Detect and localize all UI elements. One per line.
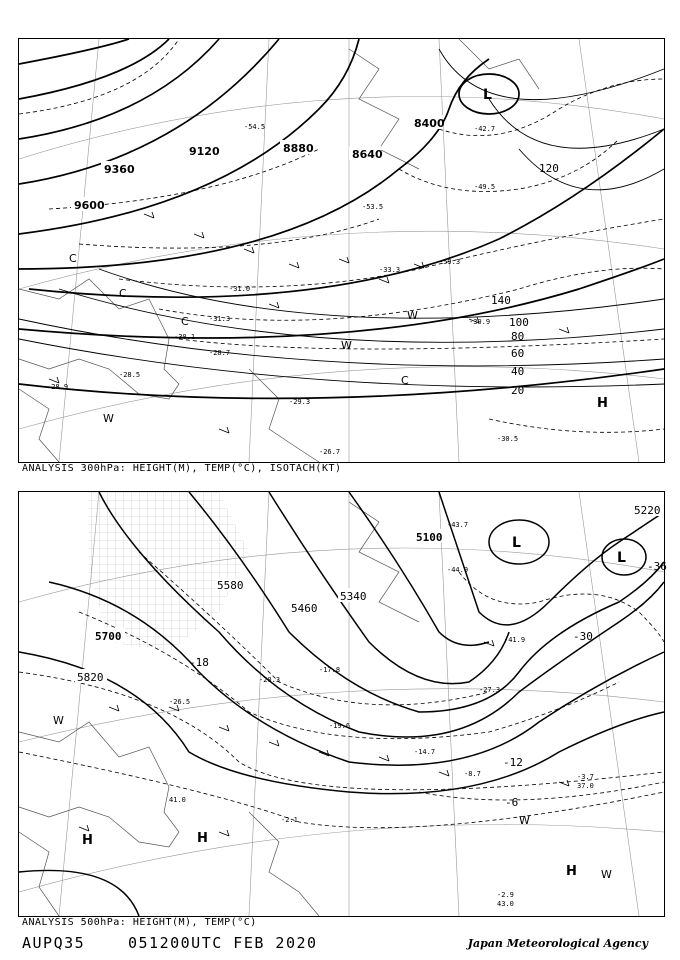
height-label: 9600 (74, 199, 105, 212)
height-label: 5700 (95, 630, 122, 643)
station-value: 37.0 (577, 782, 594, 790)
temp-label: -53.5 (362, 203, 384, 211)
temp-label: -29.3 (289, 398, 311, 406)
warm-marker: W (407, 309, 418, 322)
station-value: 43.0 (497, 900, 514, 908)
chart-code: AUPQ35 (22, 934, 86, 952)
station-value: -44.9 (447, 566, 469, 574)
temp-label: -42.7 (474, 125, 496, 133)
isotach-label: 140 (491, 294, 511, 307)
temp-label: -54.5 (244, 123, 266, 131)
station-value: -17.8 (319, 666, 341, 674)
isotherm-label: -12 (503, 756, 523, 769)
warm-marker: W (519, 814, 530, 827)
isotach-label: 20 (511, 384, 525, 397)
map-300hpa (19, 39, 664, 462)
station-value: -8.7 (464, 770, 481, 778)
station-value: -27.3 (479, 686, 501, 694)
isotach-label: 40 (511, 365, 525, 378)
height-label: 5460 (291, 602, 318, 615)
temp-label: -30.1 (174, 333, 196, 341)
station-value: -14.7 (414, 748, 436, 756)
temp-label: -28.7 (209, 349, 231, 357)
isotach-label: 100 (509, 316, 529, 329)
height-label: 5580 (217, 579, 244, 592)
height-label: 5340 (340, 590, 367, 603)
warm-marker: W (601, 868, 612, 881)
isotherm-label: -30 (573, 630, 593, 643)
low-marker: L (512, 535, 521, 551)
temp-label: -31.3 (209, 315, 231, 323)
low-marker: L (617, 550, 626, 566)
station-value: -20.3 (259, 676, 281, 684)
height-label: 9360 (104, 163, 135, 176)
high-marker: H (597, 396, 608, 411)
temp-label: -30.9 (469, 318, 491, 326)
cold-marker: C (181, 315, 189, 328)
caption-500hpa: ANALYSIS 500hPa: HEIGHT(M), TEMP(°C) (22, 917, 257, 928)
temp-label: -33.3 (379, 266, 401, 274)
temp-label: -26.7 (319, 448, 341, 456)
temp-label: -59.3 (439, 258, 461, 266)
height-label: 5100 (416, 531, 443, 544)
isotherm-label: -6 (505, 796, 519, 809)
temp-label: -28.9 (47, 383, 69, 391)
cold-marker: C (69, 252, 77, 265)
map-500hpa (19, 492, 667, 916)
high-marker: H (566, 864, 577, 879)
isotach-label: 80 (511, 330, 525, 343)
station-value: -19.6 (329, 722, 351, 730)
height-label: 8640 (352, 148, 383, 161)
station-value: -2.9 (497, 891, 514, 899)
cold-marker: C (401, 374, 409, 387)
isotach-label: 120 (539, 162, 559, 175)
low-marker: L (483, 87, 492, 103)
isotach-label: 60 (511, 347, 525, 360)
isotherm-lines (19, 39, 664, 432)
station-value: -2.1 (281, 816, 298, 824)
high-marker: H (82, 833, 93, 848)
warm-marker: W (103, 412, 114, 425)
system-symbols (69, 87, 608, 425)
station-value: -43.7 (447, 521, 469, 529)
chart-300hpa (18, 38, 665, 463)
height-label: 9120 (189, 145, 220, 158)
height-label: 5220 (634, 504, 661, 517)
isotherm-label: -36 (647, 560, 667, 573)
height-label: 8400 (414, 117, 445, 130)
isotherm-label: -18 (189, 656, 209, 669)
isotach-label-group (491, 162, 559, 397)
temp-label: -31.0 (229, 285, 251, 293)
high-marker: H (197, 831, 208, 846)
station-value: -3.7 (577, 773, 594, 781)
temp-label: -30.5 (497, 435, 519, 443)
chart-500hpa (18, 491, 665, 917)
cold-marker: C (119, 287, 127, 300)
height-label: 5820 (77, 671, 104, 684)
temp-label: -49.5 (474, 183, 496, 191)
station-value: -41.9 (504, 636, 526, 644)
agency-name: Japan Meteorological Agency (467, 937, 648, 950)
warm-marker: W (341, 339, 352, 352)
station-value: 41.0 (169, 796, 186, 804)
height-label: 8880 (283, 142, 314, 155)
temp-label: -28.5 (119, 371, 141, 379)
station-value: -26.5 (169, 698, 191, 706)
graticule (19, 39, 664, 462)
caption-300hpa: ANALYSIS 300hPa: HEIGHT(M), TEMP(°C), ISOTACH(KT) (22, 463, 342, 474)
warm-marker: W (53, 714, 64, 727)
isotherm-label-group (189, 560, 667, 809)
chart-datetime: 051200UTC FEB 2020 (128, 934, 318, 952)
